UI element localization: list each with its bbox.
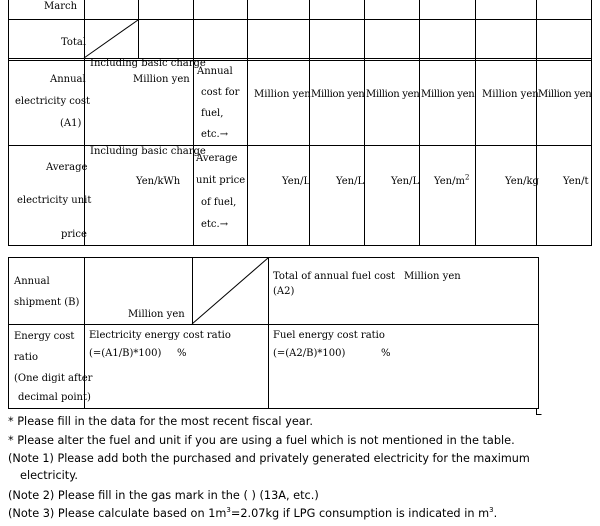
fuel-ratio-formula: (=(A2/B)*100) bbox=[273, 348, 346, 359]
electricity-ratio-label: Electricity energy cost ratio bbox=[89, 330, 231, 341]
basic-charge-unit: Million yen bbox=[133, 74, 190, 85]
table-rule bbox=[538, 257, 539, 409]
fuel-price-label: unit price bbox=[196, 175, 246, 186]
shipment-unit: Million yen bbox=[128, 309, 185, 320]
electricity-ratio-formula: (=(A1/B)*100) bbox=[89, 348, 162, 359]
fuel-cost-unit: Million yen bbox=[366, 89, 420, 100]
fuel-price-unit: Yen/$m^2$ bbox=[434, 173, 470, 187]
fuel-cost-unit: Million yen bbox=[538, 89, 592, 100]
shipment-label: Annual bbox=[14, 276, 50, 287]
row-label-total: Total bbox=[61, 37, 87, 48]
table-rule bbox=[309, 0, 310, 246]
note-2: (Note 2) Please fill in the gas mark in the ( ) (13A, etc.) bbox=[8, 489, 319, 502]
shipment-label: shipment (B) bbox=[14, 297, 80, 308]
fuel-cost-label: Annual bbox=[197, 66, 233, 77]
table-rule bbox=[8, 257, 539, 258]
basic-charge-unit: Yen/kWh bbox=[136, 176, 181, 187]
fuel-price-label: etc.→ bbox=[201, 219, 229, 230]
note-1-cont: electricity. bbox=[20, 469, 78, 482]
fuel-cost-label: etc.→ bbox=[201, 129, 229, 140]
table-rule bbox=[193, 0, 194, 246]
table-rule bbox=[8, 245, 592, 246]
ratio-label: Energy cost bbox=[14, 331, 75, 342]
table-rule bbox=[8, 324, 539, 325]
diagonal-slash bbox=[192, 258, 269, 325]
cost-row-label: electricity cost bbox=[15, 96, 91, 107]
fuel-ratio-label: Fuel energy cost ratio bbox=[273, 330, 385, 341]
price-row-label: price bbox=[61, 229, 87, 240]
ratio-label: decimal point) bbox=[18, 392, 91, 403]
fuel-price-unit: Yen/L bbox=[336, 176, 365, 187]
fuel-cost-unit: Million yen bbox=[421, 89, 475, 100]
table-rule bbox=[364, 0, 365, 246]
row-label-march: March bbox=[44, 1, 78, 12]
fuel-cost-label: fuel, bbox=[201, 108, 224, 119]
table-rule bbox=[536, 0, 537, 246]
fuel-cost-label: cost for bbox=[201, 87, 240, 98]
note-1: (Note 1) Please add both the purchased and privately generated electricity for the maximum bbox=[8, 452, 530, 465]
fuel-price-unit: Yen/kg bbox=[505, 176, 539, 187]
table-rule bbox=[8, 257, 9, 409]
fuel-price-label: Average bbox=[196, 153, 238, 164]
table-rule bbox=[84, 257, 85, 409]
fuel-price-unit: Yen/L bbox=[282, 176, 311, 187]
note-recent-year: * Please fill in the data for the most recent fiscal year. bbox=[8, 415, 313, 428]
basic-charge-note: Including basic charge bbox=[90, 146, 206, 157]
corner-mark bbox=[536, 409, 542, 417]
table-rule bbox=[591, 0, 592, 246]
total-fuel-unit: Million yen bbox=[404, 271, 461, 282]
price-row-label: electricity unit bbox=[17, 195, 92, 206]
table-rule bbox=[419, 0, 420, 246]
fuel-cost-unit: Million yen bbox=[482, 89, 539, 100]
fuel-price-label: of fuel, bbox=[201, 197, 237, 208]
fuel-price-unit: Yen/t bbox=[563, 176, 589, 187]
basic-charge-note: Including basic charge bbox=[90, 58, 206, 69]
note-3: (Note 3) Please calculate based on $1m^3=2.07kg$ if LPG consumption is indicated in $m^3$. bbox=[8, 506, 498, 520]
fuel-price-unit: Yen/L bbox=[391, 176, 420, 187]
fuel-cost-unit: Million yen bbox=[311, 89, 365, 100]
table-rule bbox=[475, 0, 476, 246]
note-alter-fuel: * Please alter the fuel and unit if you are using a fuel which is not mentioned in the table. bbox=[8, 434, 515, 447]
table-rule bbox=[8, 0, 9, 246]
fuel-ratio-unit: % bbox=[381, 348, 391, 359]
cost-row-label: (A1) bbox=[60, 118, 82, 129]
total-fuel-label: Total of annual fuel cost bbox=[273, 271, 396, 282]
ratio-label: ratio bbox=[14, 352, 38, 363]
cost-row-label: Annual bbox=[50, 74, 86, 85]
diagonal-slash bbox=[84, 20, 139, 59]
table-rule bbox=[247, 0, 248, 246]
ratio-label: (One digit after bbox=[14, 373, 93, 384]
total-fuel-code: (A2) bbox=[273, 286, 295, 297]
fuel-cost-unit: Million yen bbox=[254, 89, 311, 100]
price-row-label: Average bbox=[46, 162, 88, 173]
electricity-ratio-unit: % bbox=[177, 348, 187, 359]
table-rule bbox=[8, 408, 539, 409]
